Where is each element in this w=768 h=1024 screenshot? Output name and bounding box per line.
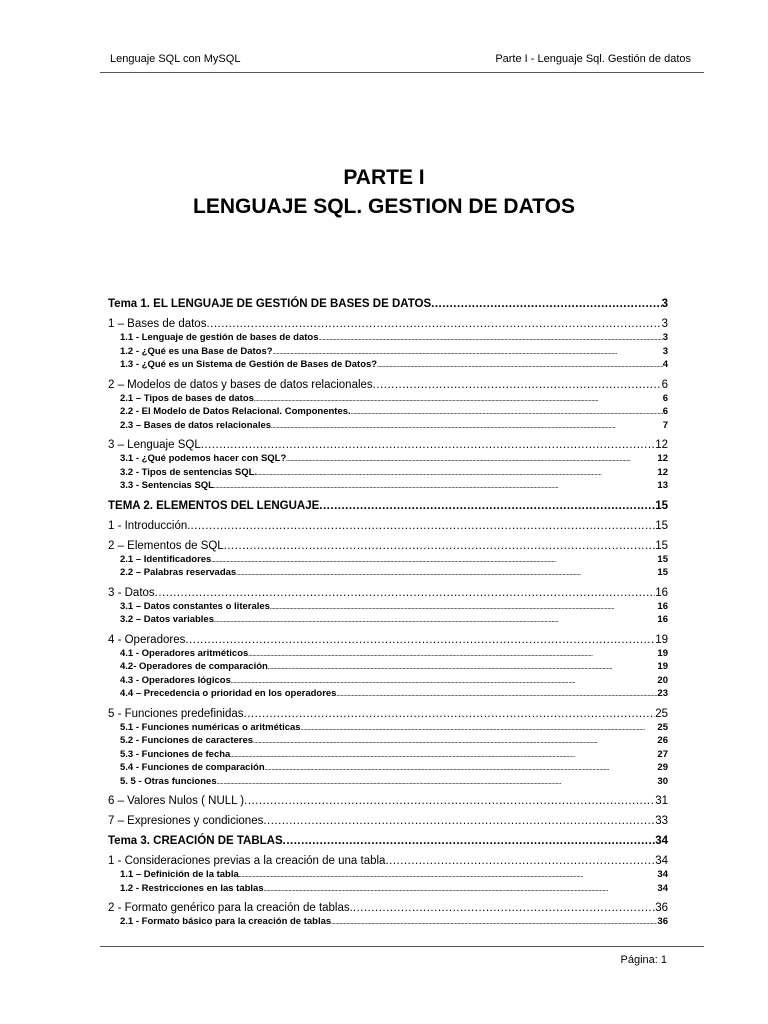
toc-entry-title: 4.1 - Operadores aritméticos	[120, 647, 249, 659]
title-line-2: LENGUAJE SQL. GESTION DE DATOS	[193, 195, 575, 218]
toc-leader-dots	[270, 602, 657, 615]
toc-entry-title: 6 – Valores Nulos ( NULL )	[108, 795, 245, 807]
toc-page-number: 19	[657, 661, 668, 672]
toc-subentry[interactable]	[108, 916, 668, 930]
toc-subentry[interactable]	[108, 554, 668, 568]
toc-page-number: 26	[657, 735, 668, 746]
toc-page-number: 4	[662, 359, 668, 370]
toc-page-number: 19	[657, 647, 668, 659]
toc-subentry[interactable]	[108, 883, 668, 897]
toc-entry-title: Tema 3. CREACIÓN DE TABLAS	[108, 835, 283, 847]
toc-page-number: 16	[657, 614, 668, 625]
toc-page-number: 15	[655, 539, 668, 552]
header-rule	[100, 72, 704, 73]
toc-leader-dots	[385, 854, 655, 869]
toc-page-number: 3	[662, 345, 668, 357]
toc-leader-dots	[201, 438, 655, 453]
toc-entry[interactable]	[108, 297, 668, 312]
toc-page-number: 15	[655, 519, 668, 532]
toc-page-number: 34	[657, 882, 668, 894]
toc-subentry[interactable]	[108, 762, 668, 776]
toc-entry-title: 5.4 - Funciones de comparación	[120, 762, 265, 773]
header-left-text: Lenguaje SQL con MySQL	[110, 53, 241, 65]
toc-page-number: 34	[657, 869, 668, 880]
toc-entry-title: 1 - Consideraciones previas a la creación de una tabla	[108, 855, 386, 867]
toc-entry[interactable]	[108, 633, 668, 648]
toc-leader-dots	[263, 814, 655, 829]
toc-entry-title: 3 - Datos	[108, 586, 155, 599]
toc-entry-title: 7 – Expresiones y condiciones	[108, 815, 264, 827]
toc-leader-dots	[431, 297, 661, 312]
toc-page-number: 15	[657, 553, 668, 565]
toc-entry[interactable]	[108, 317, 668, 332]
toc-entry[interactable]	[108, 834, 668, 849]
toc-leader-dots	[351, 407, 663, 420]
toc-subentry[interactable]	[108, 722, 668, 736]
toc-subentry[interactable]	[108, 614, 668, 628]
toc-page-number: 31	[655, 795, 668, 807]
toc-page-number: 29	[657, 762, 668, 773]
toc-subentry[interactable]	[108, 661, 668, 675]
table-of-contents	[108, 292, 668, 930]
toc-leader-dots	[244, 707, 656, 722]
toc-page-number: 16	[655, 586, 668, 599]
toc-entry[interactable]	[108, 814, 668, 829]
toc-entry-title: 4.2- Operadores de comparación	[120, 661, 268, 672]
toc-page-number: 25	[657, 721, 668, 733]
toc-subentry[interactable]	[108, 480, 668, 494]
toc-page-number: 23	[657, 688, 668, 699]
footer-rule	[100, 946, 704, 947]
toc-leader-dots	[265, 763, 658, 776]
toc-entry-title: 5.3 - Funciones de fecha	[120, 748, 231, 760]
toc-leader-dots	[236, 568, 657, 581]
toc-page-number: 30	[657, 775, 668, 787]
toc-entry-title: TEMA 2. ELEMENTOS DEL LENGUAJE	[108, 499, 320, 512]
header-right-text: Parte I - Lenguaje Sql. Gestión de datos	[495, 53, 691, 65]
toc-entry-title: 2.1 - Formato básico para la creación de tablas	[120, 916, 332, 927]
toc-page-number: 6	[662, 392, 668, 404]
toc-entry-title: 3.2 - Tipos de sentencias SQL.	[120, 466, 258, 478]
toc-page-number: 20	[657, 674, 668, 686]
toc-leader-dots	[211, 555, 657, 568]
toc-page-number: 15	[655, 499, 668, 512]
toc-entry[interactable]	[108, 901, 668, 916]
toc-entry-title: 3.1 – Datos constantes o literales	[120, 600, 270, 612]
toc-leader-dots	[244, 794, 655, 809]
toc-entry-title: 3.1 - ¿Qué podemos hacer con SQL?	[120, 453, 287, 464]
toc-leader-dots	[231, 676, 658, 689]
toc-entry-title: Tema 1. EL LENGUAJE DE GESTIÓN DE BASES DE DATOS	[108, 298, 432, 310]
toc-entry-title: 2.1 – Identificadores	[120, 553, 212, 565]
toc-subentry[interactable]	[108, 601, 668, 615]
toc-leader-dots	[268, 662, 658, 675]
toc-entry-title: 2.2 - El Modelo de Datos Relacional. Componentes.	[120, 406, 351, 417]
toc-page-number: 6	[661, 378, 668, 391]
toc-entry[interactable]	[108, 707, 668, 722]
toc-leader-dots	[206, 317, 661, 332]
toc-leader-dots	[271, 421, 663, 434]
toc-leader-dots	[155, 586, 656, 601]
toc-leader-dots	[273, 347, 663, 360]
toc-entry-title: 4.3 - Operadores lógicos	[120, 674, 231, 686]
toc-page-number: 15	[657, 567, 668, 578]
toc-entry-title: 1.1 - Lenguaje de gestión de bases de datos	[120, 332, 319, 343]
toc-entry-title: 1.3 - ¿Qué es un Sistema de Gestión de Bases de Datos?	[120, 359, 378, 370]
toc-leader-dots	[377, 360, 663, 373]
toc-entry-title: 5. 5 - Otras funciones	[120, 775, 217, 787]
toc-leader-dots	[224, 539, 655, 554]
toc-subentry[interactable]	[108, 735, 668, 749]
toc-entry-title: 5 - Funciones predefinidas	[108, 707, 244, 720]
toc-leader-dots	[257, 468, 657, 481]
page-number: Página: 1	[620, 954, 667, 966]
toc-leader-dots	[239, 870, 658, 883]
toc-entry-title: 2 - Formato genérico para la creación de tablas.	[108, 902, 353, 914]
toc-page-number: 12	[657, 466, 668, 478]
toc-entry[interactable]	[108, 519, 668, 534]
toc-subentry[interactable]	[108, 869, 668, 883]
toc-leader-dots	[230, 750, 657, 763]
toc-entry-title: 2 – Modelos de datos y bases de datos relacionales	[108, 378, 373, 391]
title-line-1: PARTE I	[343, 166, 425, 189]
toc-entry[interactable]	[108, 794, 668, 809]
toc-leader-dots	[254, 394, 663, 407]
toc-entry-title: 2.3 – Bases de datos relacionales	[120, 419, 272, 431]
toc-page-number: 7	[662, 419, 668, 431]
toc-entry-title: 1 - Introducción.	[108, 519, 191, 532]
toc-leader-dots	[185, 633, 655, 648]
toc-page-number: 36	[657, 916, 668, 927]
toc-subentry[interactable]	[108, 453, 668, 467]
toc-subentry[interactable]	[108, 648, 668, 662]
toc-entry-title: 4.4 – Precedencia o prioridad en los operadores	[120, 688, 337, 699]
toc-subentry[interactable]	[108, 346, 668, 360]
toc-leader-dots	[214, 481, 657, 494]
toc-entry-title: 3.3 - Sentencias SQL	[120, 480, 214, 491]
toc-entry-title: 1.2 - ¿Qué es una Base de Datos?	[120, 345, 273, 357]
toc-subentry[interactable]	[108, 675, 668, 689]
toc-subentry[interactable]	[108, 393, 668, 407]
toc-leader-dots	[253, 736, 657, 749]
toc-entry[interactable]	[108, 438, 668, 453]
toc-page-number: 12	[657, 453, 668, 464]
toc-entry[interactable]	[108, 854, 668, 869]
toc-entry[interactable]	[108, 586, 668, 601]
toc-page-number: 3	[661, 318, 668, 330]
toc-page-number: 12	[655, 439, 668, 451]
toc-page-number: 34	[655, 835, 668, 847]
toc-page-number: 13	[657, 480, 668, 491]
toc-subentry[interactable]	[108, 420, 668, 434]
toc-leader-dots	[319, 333, 663, 346]
toc-page-number: 34	[655, 855, 668, 867]
toc-page-number: 3	[662, 332, 668, 343]
toc-leader-dots	[331, 917, 657, 930]
toc-page-number: 36	[655, 902, 668, 914]
page-header	[0, 48, 768, 78]
toc-page-number: 16	[657, 600, 668, 612]
toc-entry[interactable]	[108, 378, 668, 393]
toc-leader-dots	[283, 834, 656, 849]
toc-subentry[interactable]	[108, 749, 668, 763]
toc-leader-dots	[264, 884, 658, 897]
toc-entry-title: 3.2 – Datos variables	[120, 614, 214, 625]
toc-entry-title: 1 – Bases de datos	[108, 318, 207, 330]
toc-page-number: 27	[657, 748, 668, 760]
toc-page-number: 25	[655, 707, 668, 720]
toc-leader-dots	[336, 689, 657, 702]
toc-entry-title: 2.1 – Tipos de bases de datos	[120, 392, 254, 404]
toc-leader-dots	[301, 723, 658, 736]
toc-subentry[interactable]	[108, 467, 668, 481]
toc-leader-dots	[373, 378, 662, 393]
toc-leader-dots	[286, 454, 657, 467]
toc-subentry[interactable]	[108, 332, 668, 346]
toc-entry-title: 2 – Elementos de SQL	[108, 539, 224, 552]
toc-subentry[interactable]	[108, 359, 668, 373]
toc-entry-title: 5.2 - Funciones de caracteres	[120, 735, 254, 746]
toc-page-number: 3	[661, 298, 668, 310]
toc-leader-dots	[353, 901, 655, 916]
toc-leader-dots	[319, 499, 655, 514]
toc-entry[interactable]	[108, 539, 668, 554]
page-title	[0, 163, 768, 221]
toc-leader-dots	[214, 615, 657, 628]
toc-subentry[interactable]	[108, 688, 668, 702]
toc-subentry[interactable]	[108, 406, 668, 420]
toc-page-number: 19	[655, 633, 668, 646]
toc-leader-dots	[217, 777, 658, 790]
toc-entry-title: 5.1 - Funciones numéricas o aritméticas	[120, 721, 301, 733]
toc-entry-title: 1.2 - Restricciones en las tablas	[120, 882, 264, 894]
toc-entry-title: 1.1 – Definición de la tabla	[120, 869, 239, 880]
toc-entry-title: 2.2 – Palabras reservadas	[120, 567, 237, 578]
toc-leader-dots	[190, 519, 655, 534]
toc-entry-title: 4 - Operadores	[108, 633, 186, 646]
toc-subentry[interactable]	[108, 776, 668, 790]
toc-subentry[interactable]	[108, 567, 668, 581]
toc-entry-title: 3 – Lenguaje SQL	[108, 439, 201, 451]
toc-entry[interactable]	[108, 499, 668, 514]
toc-page-number: 33	[655, 815, 668, 827]
toc-page-number: 6	[662, 406, 668, 417]
toc-leader-dots	[248, 649, 657, 662]
